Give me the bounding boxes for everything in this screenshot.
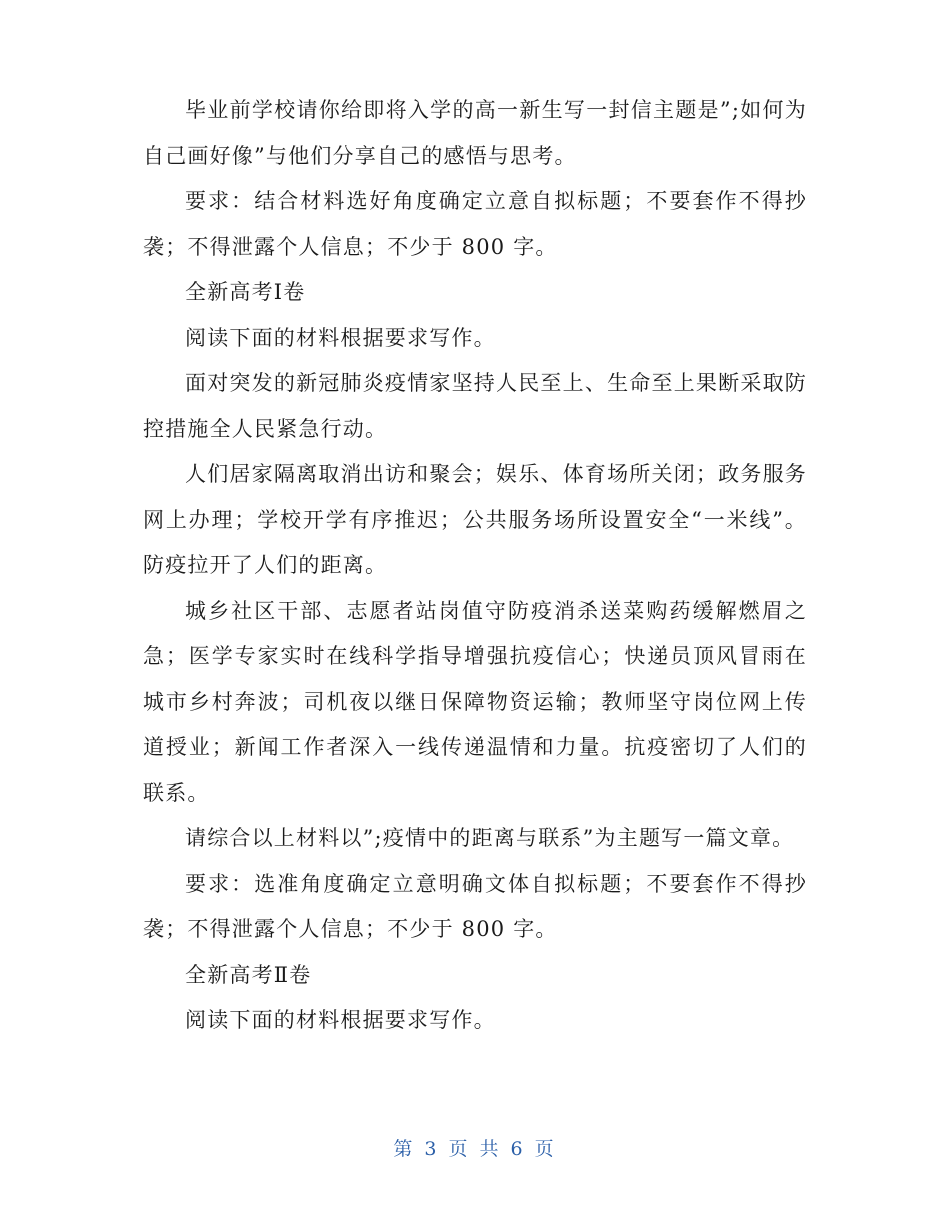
- section-heading-paper-1: 全新高考Ⅰ卷: [185, 280, 306, 304]
- paragraph-instruction-1: 阅读下面的材料根据要求写作。: [185, 325, 496, 350]
- paragraph-material-1: 面对突发的新冠肺炎疫情家坚持人民至上、生命至上果断采取防控措施全人民紧急行动。: [143, 371, 807, 441]
- document-body: [143, 88, 807, 1044]
- paragraph-material-2: 人们居家隔离取消出访和聚会；娱乐、体育场所关闭；政务服务网上办理；学校开学有序推迟；公共服务场所设置安全“一米线”。防疫拉开了人们的距离。: [143, 462, 807, 577]
- paragraph-material-3: 城乡社区干部、志愿者站岗值守防疫消杀送菜购药缓解燃眉之急；医学专家实时在线科学指导增强抗疫信心；快递员顶风冒雨在城市乡村奔波；司机夜以继日保障物资运输；教师坚守岗位网上传道授业；新闻工作者深入一线传递温情和力量。抗疫密切了人们的联系。: [143, 598, 807, 805]
- section-heading-paper-2: 全新高考Ⅱ卷: [185, 962, 312, 987]
- page-number-footer: 第 3 页 共 6 页: [393, 1138, 557, 1160]
- paragraph-requirements-2: 要求：选准角度确定立意明确文体自拟标题；不要套作不得抄袭；不得泄露个人信息；不少于 800 字。: [143, 871, 807, 941]
- paragraph-requirements-1: 要求：结合材料选好角度确定立意自拟标题；不要套作不得抄袭；不得泄露个人信息；不少于 800 字。: [143, 189, 807, 259]
- paragraph-task: 请综合以上材料以”;疫情中的距离与联系”为主题写一篇文章。: [185, 826, 795, 850]
- paragraph-letter-prompt: 毕业前学校请你给即将入学的高一新生写一封信主题是”;如何为自己画好像”与他们分享自己的感悟与思考。: [143, 98, 807, 168]
- paragraph-instruction-2: 阅读下面的材料根据要求写作。: [185, 1008, 496, 1032]
